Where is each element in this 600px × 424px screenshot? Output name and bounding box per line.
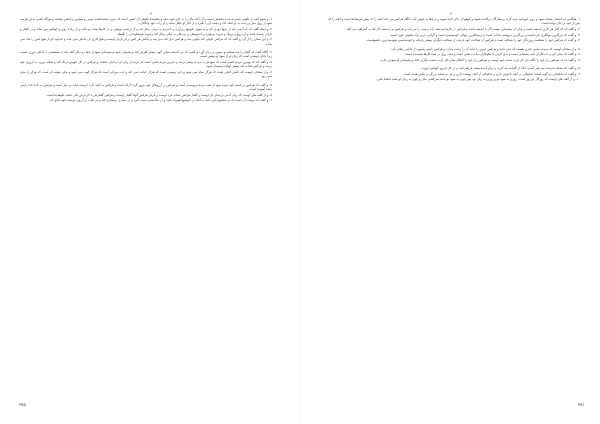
- paragraph: ٩- و گفت که دوست آن است که در سختیها یاور باشد نه آنکه در خوشیها همراه باشد و در تنگدستی دست گیرد و در بیماری پرستاری کند و در غیاب از آبروی دوست خود دفاع کند.: [48, 98, 272, 103]
- section-marker: ۶: [150, 11, 153, 16]
- paragraph: ٢- و اینکه گفته اند که آدمی باید از بدیها دوری کند و به سوی نکوئیها رو آورد و با مردم به نرمی رفتار کند و از درشتی بپرهیزد و در کارها میانه رو باشد و از زیاده روی و کوتاهی دور بماند و در گفتار و کردار راست باشد و از دروغ و نیرنگ و فریب بپرهیزد و با خویشان و نزدیکان به نیکی رفتار کند و پیوند خویشاوندی را نگسلد.: [20, 27, 272, 36]
- paragraph: ٣- و این سخن را از آن رو گفته اند که هرکس نکوئی کند نکوئی بیند و هرکس بدی کند بدی بیند و پاداش هر کس برابر کردار اوست و هیچ کاری بی پاداش نمی ماند و خداوند کردار هیچ کس را تباه نمی سازد.: [20, 37, 272, 46]
- paragraph: ۵- و از سخنان اوست که مردم دشمن چیزی هستند که نمی دانند و هرکس چیزی را نداند آن را زشت پندارد و هرکس دانش بیاموزد از نادانی رهائی یابد.: [390, 46, 580, 51]
- paragraph: ٢- و گفته اند که آغاز هر کاری اندیشه است و پایان آن پشیمانی نیست اگر با اندیشه باشد و هرکس در کارها بیندیشد راه درست را می یابد و هرکس بی اندیشه کار کند به گمراهی می افتد.: [345, 27, 580, 32]
- page-number: ٣٥١: [578, 402, 585, 407]
- paragraph: ١٠- و از گفته های اوست که روزگار دو روز است: روزی به سود تو و روزی به زیان تو، پس چون به سود تو باشد سرکشی مکن و چون به زیان تو باشد شکیبا باش.: [376, 77, 580, 82]
- paragraph: ٣- و گفت که بزرگترین توانگری خرد است و بزرگترین درویشی نادانی است و ترسناکترین تنهائی خودپسندی است و گرامی ترین نژاد نیکوئی خوی است.: [389, 32, 580, 37]
- paragraph: ٧- و گفت که هرکس بر خشم خود چیره شود از همه مردم نیرومندتر است و هرکس بر آرزوهای خود پیروز گردد آزاده است و هرکس به آنچه دارد خرسند باشد بی نیاز است و هرکس به داده خدا راضی باشد آسوده است.: [20, 82, 272, 92]
- paragraph: ۴- آنگاه گفت که گفتار را باید سنجید و سپس بر زبان آورد و کسی که بی اندیشه سخن گوید بسیار لغزش کند و پشیمان شود و پشیمانی سودی ندهد. و دیگر آنکه باید از همنشینی با نادانان دوری جست زیرا نادان دوستی است که زیان او از سود او بیشتر است.: [20, 49, 272, 59]
- paragraph: ١- و سوم آنچه از نکوئی شمرده شده بخشش است و آن آنکه مال را به جای خود بدهد و بخشندهٔ حقیقی آن کسی است که بدون چشمداشت عوض و سپاس و پاداش ببخشد و هرگاه کسی به او نیازمند شود از روی میل و رغبت به او کمک کند و دست او را بگیرد و از حال او غافل نماند و او را به خود وانگذارد.: [20, 17, 272, 26]
- right-page: [300, 0, 600, 424]
- paragraph: ٨- و از گفته های اوست که زبان آدمی ترجمان دل اوست و گفتار هرکس نشانه خرد اوست و کردار هرکس گواه گفتار اوست و هرکس گفتارش با کردارش یکی نباشد نکوهیده است.: [46, 92, 272, 97]
- page-number: ٣٥٥: [19, 402, 26, 407]
- paragraph: ۴- و گفت که هرکس خود را بشناسد پروردگار خود را شناخته است و هرکس از شناخت خود بازماند از شناخت دیگران بیشتر بازماند و خودشناسی سودمندترین دانشهاست.: [366, 38, 580, 43]
- paragraph: ۵- و گفته اند که بهترین مردم کسی است که سودش به مردم بیشتر برسد و بدترین مردم کسی است که مردم از زیان او در امان نباشند. و هرکس در کار خویش درنگ کند و شتاب نورزد به آرزوی خود برسد و هرکس شتاب کند بیشتر اوقات پشیمان شود.: [20, 59, 272, 69]
- paragraph: ٨- و گفت که نشانه خردمند سه چیز است: آنکه از گذشته پند گیرد، و برای آینده توشه فراهم کند، و در کار امروز کوتاهی نورزد.: [421, 65, 580, 70]
- right-page-text: [328, 17, 580, 397]
- section-marker: ۶: [450, 11, 453, 16]
- paragraph: ٩- و گفت که شکیبائی دو گونه است: شکیبائی بر آنچه ناخوش داری و شکیبائی از آنچه دوست داری و هر دو نشانه بزرگی و بلندی همت است.: [402, 71, 580, 76]
- paragraph: ۶- و گفت که نیکی کردن با بدکاران مایه پشیمانی است و بدی کردن با نیکوکاران مایه بدبختی است و میانه روی در همه کارها پسندیده است.: [404, 52, 580, 57]
- left-page-text: [20, 17, 272, 397]
- paragraph: ٧- و گفته اند که هرکس راز خود را نگاه دارد کار او به دست خود اوست و هرکس راز خود را آشکار سازد کار او به دست دیگران افتد و پشیمانی او سودی ندارد.: [379, 57, 580, 62]
- paragraph: ١- هنگامی که آسمان سخت شود و روی خورشید تیره گردد و ستارگان پراکنده شوند و کوهها از جای کنده شوند و دریاها به جوش آیند، آنگاه هرکس می داند آنچه را که پیش فرستاده است و آنچه را که پس از خود بر جای نهاده است.: [328, 17, 580, 26]
- paragraph: ۶- و از سخنان اوست که دانش گنجی است که هرگز تمام نمی شود و خرد دوستی است که هرگز خیانت نمی کند و ادب میراثی است که هرگز کهنه نمی شود و نیکی توشه ای است که هرگز از میان نمی رود.: [20, 69, 272, 79]
